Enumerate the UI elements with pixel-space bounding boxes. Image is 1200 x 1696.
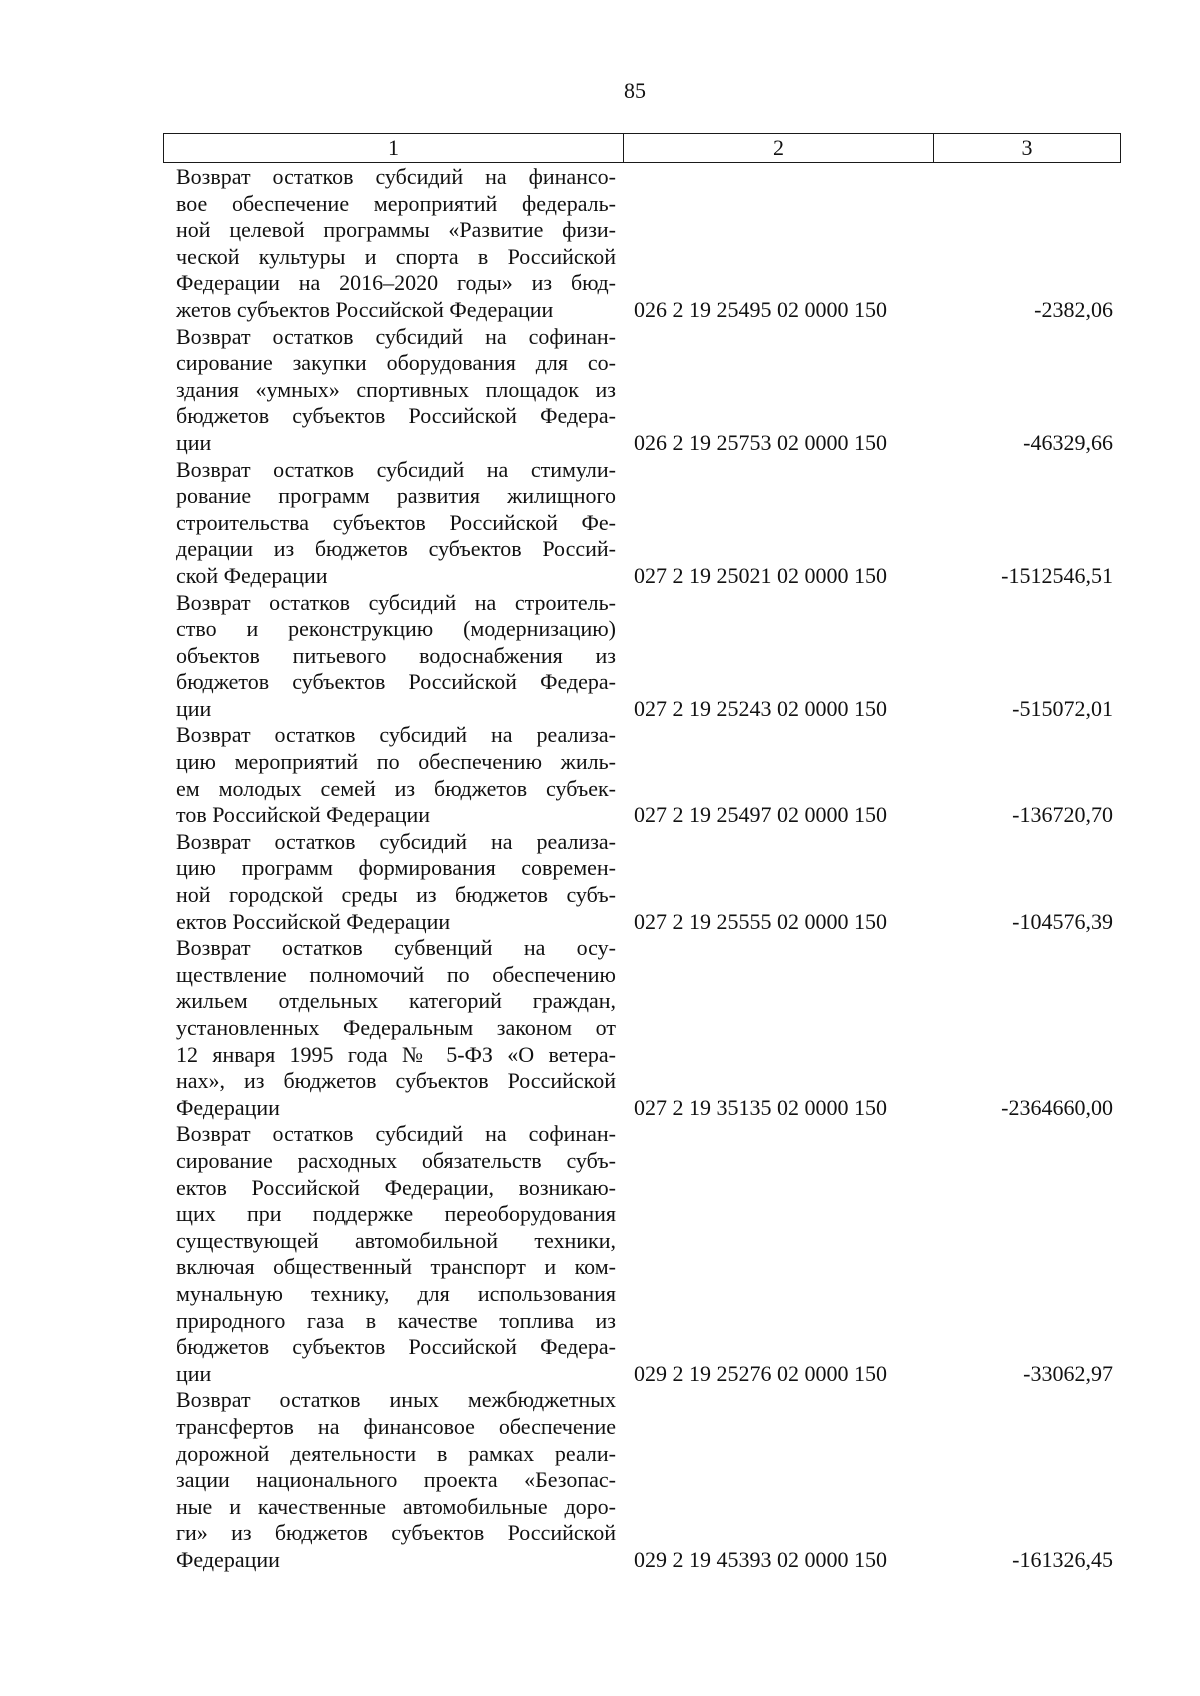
amount-value: -46329,66: [1023, 429, 1113, 455]
table-header-row: [163, 133, 1121, 163]
description-line: Возврат остатков иных межбюджетных: [176, 1387, 616, 1413]
table-row: [176, 1121, 1121, 1387]
description-line: щих при поддержке переоборудования: [176, 1201, 616, 1227]
description-line: тов Российской Федерации: [176, 802, 431, 828]
description-line: бюджетов субъектов Российской Федера-: [176, 1334, 616, 1360]
row-description: [176, 164, 616, 324]
description-line: ные и качественные автомобильные доро-: [176, 1493, 616, 1519]
description-line: Федерации: [176, 1094, 280, 1120]
budget-classification-code: 026 2 19 25495 02 0000 150: [634, 296, 887, 322]
budget-classification-code: 027 2 19 25497 02 0000 150: [634, 802, 887, 828]
description-line: дорожной деятельности в рамках реали-: [176, 1440, 616, 1466]
description-line: установленных Федеральным законом от: [176, 1015, 616, 1040]
row-description: [176, 457, 616, 590]
description-line: зации национального проекта «Безопас-: [176, 1467, 616, 1493]
row-description: [176, 324, 616, 457]
description-line: ство и реконструкцию (модернизацию): [176, 616, 616, 642]
description-line: Возврат остатков субсидий на финансо-: [176, 164, 616, 189]
description-line: сирование расходных обязательств субъ-: [176, 1147, 616, 1173]
budget-classification-code: 029 2 19 25276 02 0000 150: [634, 1360, 887, 1386]
description-line: Возврат остатков субсидий на софинан-: [176, 323, 616, 349]
row-description: [176, 590, 616, 723]
page-number: 85: [624, 78, 646, 103]
description-line: рование программ развития жилищного: [176, 483, 616, 509]
description-line: здания «умных» спортивных площадок из: [176, 376, 616, 402]
description-line: ции: [176, 429, 212, 455]
description-line: существующей автомобильной техники,: [176, 1227, 616, 1253]
description-line: Федерации: [176, 1546, 280, 1572]
description-line: дерации из бюджетов субъектов Россий-: [176, 536, 616, 562]
row-description: [176, 829, 616, 935]
description-line: Возврат остатков субсидий на софинан-: [176, 1121, 616, 1147]
amount-value: -33062,97: [1023, 1360, 1113, 1386]
table-row: [176, 1387, 1121, 1573]
table-row: [176, 935, 1121, 1121]
description-line: ектов Российской Федерации: [176, 908, 451, 934]
description-line: ной городской среды из бюджетов субъ-: [176, 882, 616, 908]
table-header-col-3: 3: [1021, 135, 1033, 160]
description-line: бюджетов субъектов Российской Федера-: [176, 669, 616, 695]
description-line: ской Федерации: [176, 562, 328, 588]
description-line: нах», из бюджетов субъектов Российской: [176, 1068, 616, 1094]
description-line: цию мероприятий по обеспечению жиль-: [176, 749, 616, 775]
description-line: цию программ формирования современ-: [176, 855, 616, 881]
table-row: [176, 324, 1121, 457]
amount-value: -2382,06: [1034, 296, 1113, 322]
row-description: [176, 1121, 616, 1387]
description-line: жетов субъектов Российской Федерации: [176, 296, 554, 322]
description-line: мунальную технику, для использования: [176, 1280, 616, 1306]
description-line: Возврат остатков субсидий на строитель-: [176, 589, 616, 615]
row-description: [176, 722, 616, 828]
budget-classification-code: 027 2 19 25555 02 0000 150: [634, 908, 887, 934]
budget-classification-code: 027 2 19 25243 02 0000 150: [634, 695, 887, 721]
table-row: [176, 590, 1121, 723]
amount-value: -1512546,51: [1001, 562, 1113, 588]
description-line: жильем отдельных категорий граждан,: [176, 988, 616, 1014]
description-line: Возврат остатков субсидий на стимули-: [176, 456, 616, 482]
budget-classification-code: 026 2 19 25753 02 0000 150: [634, 429, 887, 455]
amount-value: -136720,70: [1012, 802, 1113, 828]
amount-value: -161326,45: [1012, 1546, 1113, 1572]
description-line: природного газа в качестве топлива из: [176, 1307, 616, 1333]
description-line: Возврат остатков субсидий на реализа-: [176, 722, 616, 748]
table-row: [176, 722, 1121, 828]
description-line: ции: [176, 1360, 212, 1386]
amount-value: -515072,01: [1012, 695, 1113, 721]
description-line: вое обеспечение мероприятий федераль-: [176, 190, 616, 216]
description-line: ектов Российской Федерации, возникаю-: [176, 1174, 616, 1200]
table-header-col-2: 2: [624, 134, 934, 162]
description-line: включая общественный транспорт и ком-: [176, 1254, 616, 1280]
row-description: [176, 1387, 616, 1573]
description-line: ги» из бюджетов субъектов Российской: [176, 1520, 616, 1546]
table-row: [176, 457, 1121, 590]
budget-classification-code: 027 2 19 25021 02 0000 150: [634, 562, 887, 588]
budget-classification-code: 029 2 19 45393 02 0000 150: [634, 1546, 887, 1572]
description-line: ем молодых семей из бюджетов субъек-: [176, 775, 616, 801]
description-line: объектов питьевого водоснабжения из: [176, 642, 616, 668]
row-description: [176, 935, 616, 1121]
description-line: Возврат остатков субсидий на реализа-: [176, 828, 616, 854]
description-line: ществление полномочий по обеспечению: [176, 961, 616, 987]
description-line: ной целевой программы «Развитие физи-: [176, 217, 616, 243]
description-line: ции: [176, 695, 212, 721]
amount-value: -104576,39: [1012, 908, 1113, 934]
description-line: строительства субъектов Российской Фе-: [176, 509, 616, 535]
table-header-col-1: 1: [164, 134, 624, 162]
description-line: ческой культуры и спорта в Российской: [176, 243, 616, 269]
table-row: [176, 829, 1121, 935]
table-row: [176, 164, 1121, 324]
budget-classification-code: 027 2 19 35135 02 0000 150: [634, 1094, 887, 1120]
description-line: бюджетов субъектов Российской Федера-: [176, 403, 616, 429]
amount-value: -2364660,00: [1001, 1094, 1113, 1120]
description-line: трансфертов на финансовое обеспечение: [176, 1413, 616, 1439]
table-body: [176, 164, 1121, 1573]
description-line: Федерации на 2016–2020 годы» из бюд-: [176, 270, 616, 296]
description-line: сирование закупки оборудования для со-: [176, 350, 616, 376]
description-line: Возврат остатков субвенций на осу-: [176, 935, 616, 961]
description-line: 12 января 1995 года № 5-ФЗ «О ветера-: [176, 1041, 616, 1067]
